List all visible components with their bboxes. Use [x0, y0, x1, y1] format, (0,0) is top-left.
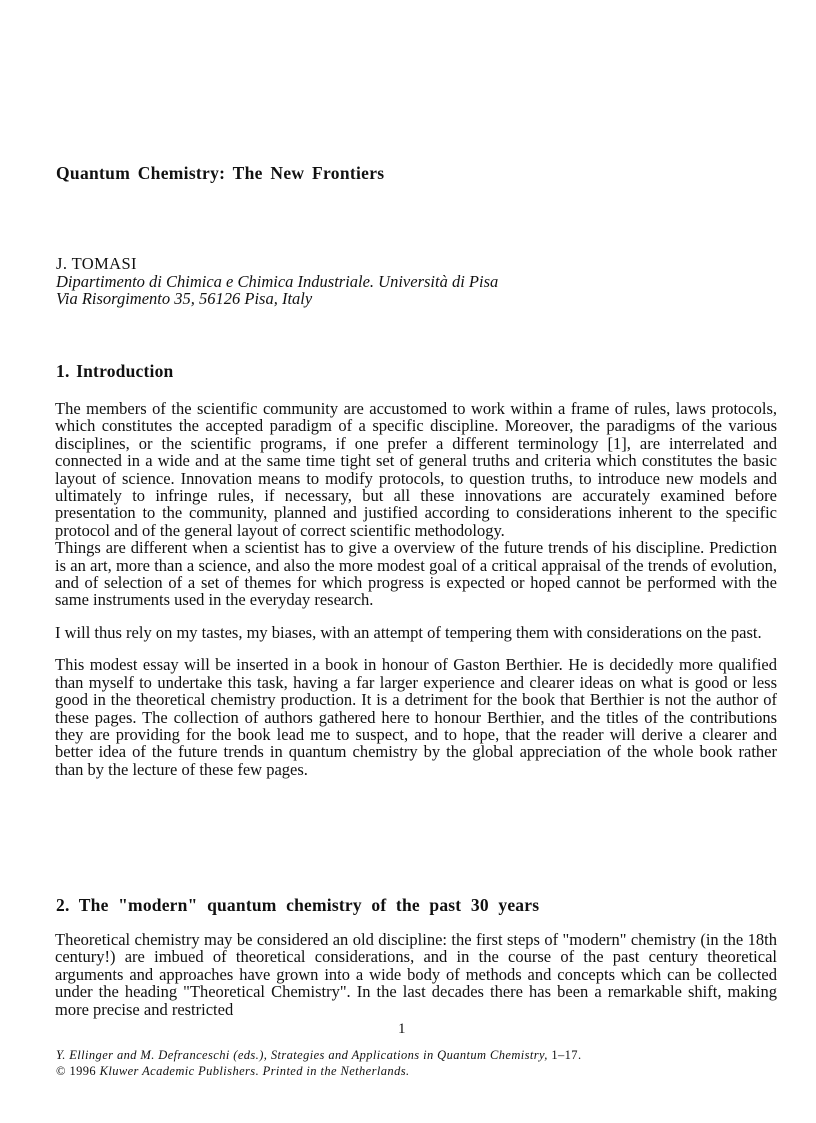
section-body-introduction	[55, 400, 777, 778]
footer-copyright	[56, 1063, 581, 1079]
page-number: 1	[398, 1021, 406, 1037]
page-footer	[56, 1047, 581, 1079]
author-name: J. TOMASI	[56, 254, 137, 273]
paragraph: This modest essay will be inserted in a book in honour of Gaston Berthier. He is decidedly more qualified than myself to undertake this task, having a far larger experience and clearer ideas on what is good or less good in the theoretical chemistry production. It is a detriment for the book that Berthier is not the author of these pages. The collection of authors gathered here to honour Berthier, and the titles of the contributions they are providing for the book lead me to suspect, and to hope, that the reader will derive a clearer and better idea of the future trends in quantum chemistry by the global appreciation of the whole book rather than by the lecture of these few pages.	[55, 655, 777, 779]
paragraph: Things are different when a scientist has to give a overview of the future trends of his discipline. Prediction is an art, more than a science, and also the more modest goal of a critical appraisal of the trends of evolution, and of selection of a set of themes for which progress is expected or hoped cannot be performed with the same instruments used in the everyday research.	[55, 538, 777, 610]
section-heading-modern-quantum-chemistry: 2. The "modern" quantum chemistry of the past 30 years	[56, 895, 540, 915]
section-heading-introduction: 1. Introduction	[56, 361, 174, 381]
paragraph: I will thus rely on my tastes, my biases, with an attempt of tempering them with considerations on the past.	[55, 622, 762, 642]
copyright-symbol: ©	[56, 1064, 66, 1078]
footer-citation-line	[56, 1047, 581, 1063]
footer-citation: Y. Ellinger and M. Defranceschi (eds.), Strategies and Applications in Quantum Chemistry,	[56, 1048, 548, 1062]
copyright-year: 1996	[69, 1064, 97, 1078]
page-title: Quantum Chemistry: The New Frontiers	[56, 163, 385, 183]
author-address: Via Risorgimento 35, 56126 Pisa, Italy	[56, 289, 313, 308]
author-block	[56, 255, 498, 308]
paragraph: Theoretical chemistry may be considered an old discipline: the first steps of "modern" chemistry (in the 18th century!) are imbued of theoretical considerations, and in the course of the past century theoretical arguments and approaches have grown into a wide body of methods and concepts which can be collected under the heading "Theoretical Chemistry". In the last decades there has been a remarkable shift, making more precise and restricted	[55, 930, 777, 1019]
publisher: Kluwer Academic Publishers. Printed in the Netherlands.	[99, 1064, 410, 1078]
author-affiliation: Dipartimento di Chimica e Chimica Industriale. Università di Pisa	[56, 271, 499, 291]
footer-citation-pages: 1–17.	[551, 1048, 582, 1062]
paragraph: The members of the scientific community are accustomed to work within a frame of rules, laws protocols, which constitutes the accepted paradigm of a specific discipline. Moreover, the paradigms of the various disciplines, or the scientific programs, if one prefer a different terminology [1], are interrelated and connected in a wide and at the same time tight set of general truths and criteria which constitutes the basic layout of science. Innovation means to modify protocols, to question truths, to introduce new models and ultimately to infringe rules, if necessary, but all these innovations are accurately examined before presentation to the community, planned and justified according to considerations inherent to the specific protocol and of the general layout of correct scientific methodology.	[55, 399, 777, 540]
section-body-modern-quantum-chemistry	[55, 931, 777, 1018]
